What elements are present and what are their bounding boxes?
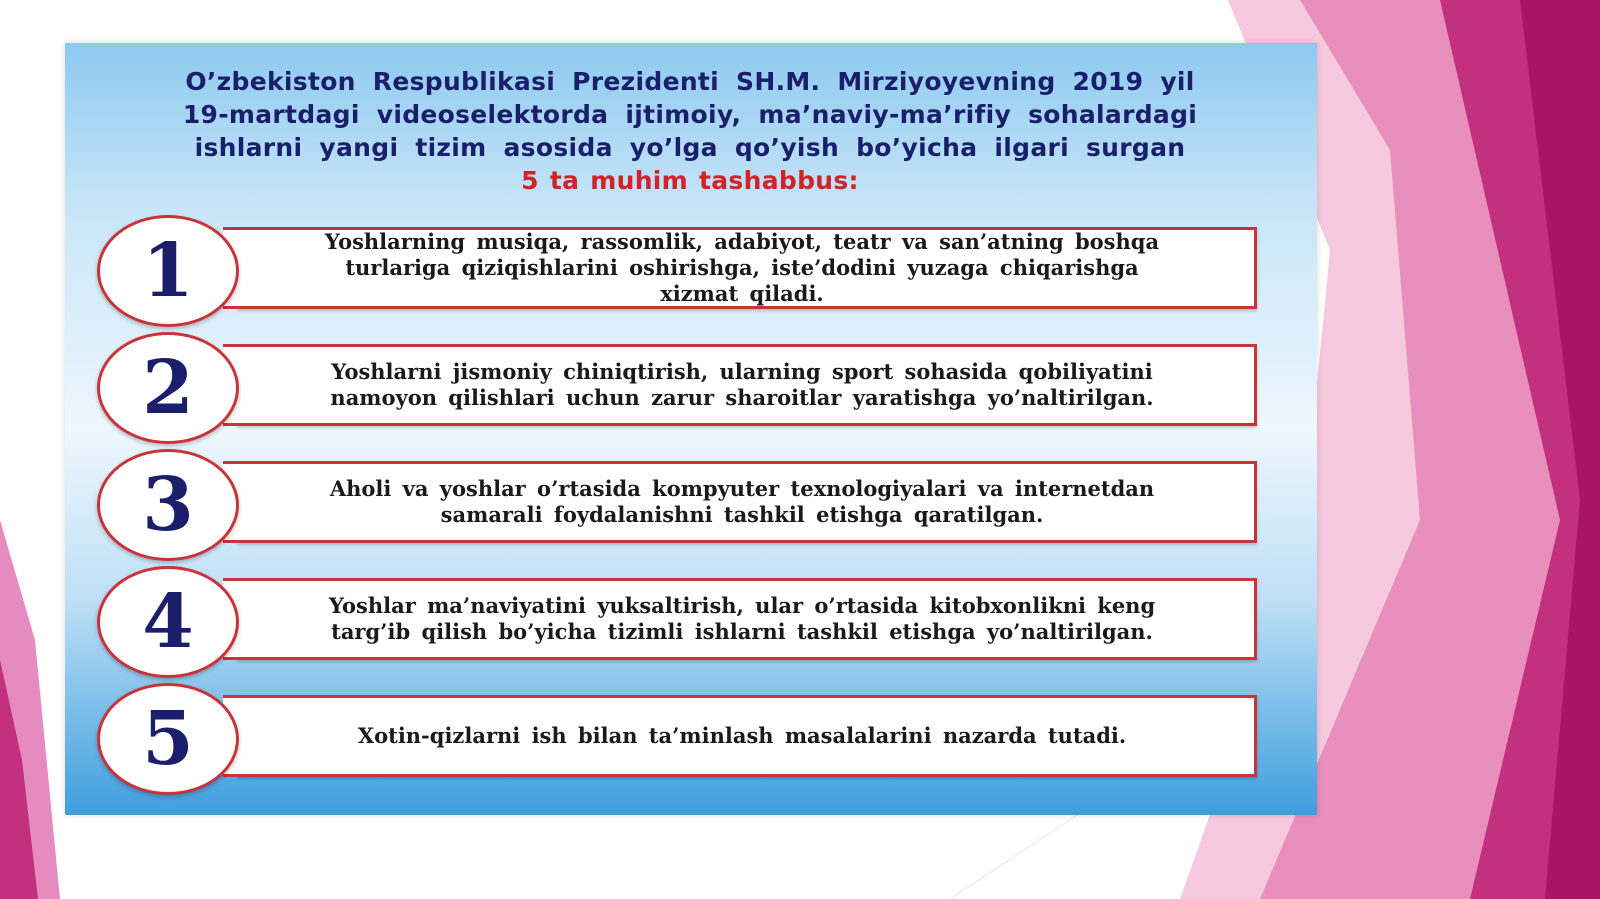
initiative-number: 1 (142, 228, 194, 314)
initiative-number-badge (97, 566, 239, 678)
initiative-item (97, 449, 1267, 561)
initiative-text-box (237, 578, 1257, 660)
initiative-number-badge (97, 332, 239, 444)
initiative-number: 4 (142, 579, 194, 665)
initiative-text-box (237, 227, 1257, 309)
initiative-number-badge (97, 683, 239, 795)
initiative-number: 5 (142, 696, 194, 782)
initiative-number-badge (97, 449, 239, 561)
initiative-number-badge (97, 215, 239, 327)
initiative-text-box (237, 461, 1257, 543)
heading-line: O’zbekiston Respublikasi Prezidenti SH.M. Mirziyoyevning 2019 yil (185, 67, 1195, 96)
heading-line: ishlarni yangi tizim asosida yo’lga qo’yish bo’yicha ilgari surgan (194, 133, 1186, 162)
initiative-item (97, 332, 1267, 444)
initiative-text-box (237, 695, 1257, 777)
initiative-number: 3 (142, 462, 194, 548)
initiative-text: Aholi va yoshlar o’rtasida kompyuter texnologiyalari va internetdan samarali foydalanishni tashkil etishga qaratilgan. (329, 476, 1155, 527)
initiatives-poster (65, 43, 1317, 815)
initiative-text: Yoshlarni jismoniy chiniqtirish, ularning sport sohasida qobiliyatini namoyon qilishlari uchun zarur sharoitlar yaratishga yo’naltirilgan. (330, 359, 1154, 410)
initiative-number: 2 (142, 345, 194, 431)
initiative-item (97, 683, 1267, 795)
heading-highlight: 5 ta muhim tashabbus: (521, 166, 859, 195)
initiative-text: Xotin-qizlarni ish bilan ta’minlash masalalarini nazarda tutadi. (357, 723, 1127, 748)
initiative-text-box (237, 344, 1257, 426)
initiative-item (97, 215, 1267, 327)
heading-line: 19-martdagi videoselektorda ijtimoiy, ma’naviy-ma’rifiy sohalardagi (182, 100, 1198, 129)
initiative-item (97, 566, 1267, 678)
initiative-text: Yoshlar ma’naviyatini yuksaltirish, ular o’rtasida kitobxonlikni keng targ’ib qilish bo’yicha tizimli ishlarni tashkil etishga yo’naltirilgan. (328, 593, 1156, 644)
poster-heading (135, 65, 1245, 197)
initiative-text: Yoshlarning musiqa, rassomlik, adabiyot, teatr va san’atning boshqa turlariga qiziqishlarini oshirishga, iste’dodini yuzaga chiqarishga xizmat qiladi. (324, 229, 1160, 306)
